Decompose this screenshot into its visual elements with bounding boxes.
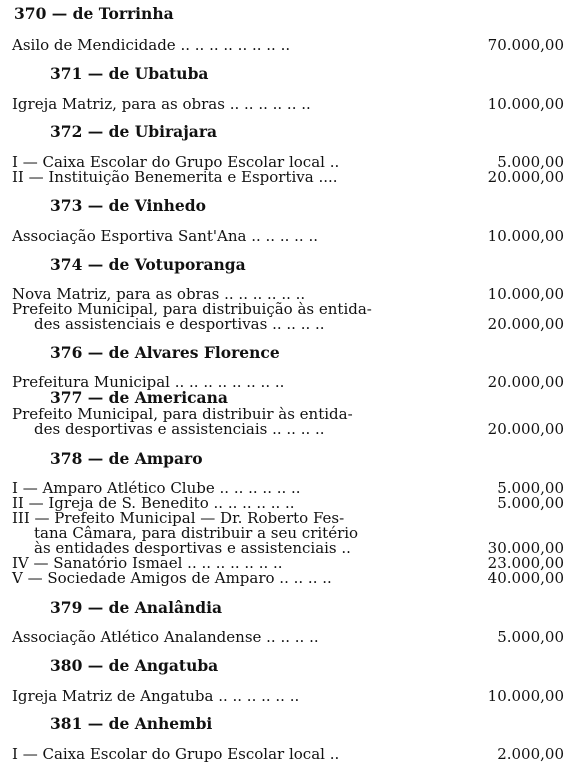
list-item (12, 168, 564, 184)
list-item (34, 315, 564, 331)
list-item (12, 628, 564, 644)
item-text: I — Amparo Atlético Clube .. .. .. .. .. .. (12, 479, 301, 497)
item-text: Prefeito Municipal, para distribuir às entida- (12, 405, 353, 423)
section-heading: 374 — de Votuporanga (50, 255, 246, 274)
item-text: I — Caixa Escolar do Grupo Escolar local .. (12, 745, 340, 763)
item-text: às entidades desportivas e assistenciais .. (34, 539, 351, 557)
section-heading: 377 — de Americana (50, 388, 228, 407)
list-item (12, 300, 564, 316)
item-amount: 20.000,00 (487, 315, 564, 333)
item-amount: 10.000,00 (487, 687, 564, 705)
item-text: Nova Matriz, para as obras .. .. .. .. .. .. (12, 285, 306, 303)
item-text: des assistenciais e desportivas .. .. .. .. (34, 315, 325, 333)
item-amount: 5.000,00 (497, 153, 564, 171)
list-item (12, 227, 564, 243)
section-heading: 381 — de Anhembi (50, 714, 213, 733)
item-amount: 5.000,00 (497, 479, 564, 497)
item-text: I — Caixa Escolar do Grupo Escolar local .. (12, 153, 340, 171)
list-item (12, 569, 564, 585)
section-heading: 376 — de Alvares Florence (50, 343, 280, 362)
item-text: des desportivas e assistenciais .. .. .. .. (34, 420, 325, 438)
item-text: Igreja Matriz, para as obras .. .. .. .. .. .. (12, 95, 311, 113)
list-item (34, 420, 564, 436)
section-heading: 378 — de Amparo (50, 449, 203, 468)
list-item (12, 687, 564, 703)
list-item (12, 509, 564, 525)
item-amount: 10.000,00 (487, 227, 564, 245)
item-text: Associação Esportiva Sant'Ana .. .. .. .. .. (12, 227, 318, 245)
list-item (12, 494, 564, 510)
item-amount: 20.000,00 (487, 373, 564, 391)
item-amount: 5.000,00 (497, 628, 564, 646)
item-amount: 20.000,00 (487, 168, 564, 186)
section-heading: 379 — de Analândia (50, 598, 223, 617)
item-text: tana Câmara, para distribuir a seu critério (34, 524, 359, 542)
item-text: II — Igreja de S. Benedito .. .. .. .. .. .. (12, 494, 295, 512)
item-text: II — Instituição Benemerita e Esportiva .... (12, 168, 338, 186)
item-text: Igreja Matriz de Angatuba .. .. .. .. .. .. (12, 687, 300, 705)
item-text: IV — Sanatório Ismael .. .. .. .. .. .. .. (12, 554, 283, 572)
item-text: Prefeito Municipal, para distribuição às entida- (12, 300, 372, 318)
item-text: III — Prefeito Municipal — Dr. Roberto Fes- (12, 509, 345, 527)
section-heading: 380 — de Angatuba (50, 656, 219, 675)
list-item (12, 405, 564, 421)
item-amount: 30.000,00 (487, 539, 564, 557)
item-text: Asilo de Mendicidade .. .. .. .. .. .. .. .. (12, 36, 291, 54)
item-amount: 20.000,00 (487, 420, 564, 438)
section-heading: 372 — de Ubirajara (50, 122, 218, 141)
list-item (12, 36, 564, 52)
list-item (34, 539, 564, 555)
item-amount: 2.000,00 (497, 745, 564, 763)
list-item (12, 373, 564, 389)
section-heading: 373 — de Vinhedo (50, 196, 206, 215)
list-item (12, 479, 564, 495)
item-text: Associação Atlético Analandense .. .. .. .. (12, 628, 319, 646)
item-amount: 10.000,00 (487, 285, 564, 303)
item-amount: 5.000,00 (497, 494, 564, 512)
item-amount: 23.000,00 (487, 554, 564, 572)
section-heading: 371 — de Ubatuba (50, 64, 209, 83)
list-item (12, 285, 564, 301)
item-text: V — Sociedade Amigos de Amparo .. .. .. .. (12, 569, 332, 587)
item-amount: 10.000,00 (487, 95, 564, 113)
list-item (12, 554, 564, 570)
list-item (12, 745, 564, 761)
item-text: Prefeitura Municipal .. .. .. .. .. .. .. .. (12, 373, 285, 391)
list-item (34, 524, 564, 540)
list-item (12, 95, 564, 111)
item-amount: 40.000,00 (487, 569, 564, 587)
list-item (12, 153, 564, 169)
section-heading: 370 — de Torrinha (14, 4, 174, 23)
item-amount: 70.000,00 (487, 36, 564, 54)
